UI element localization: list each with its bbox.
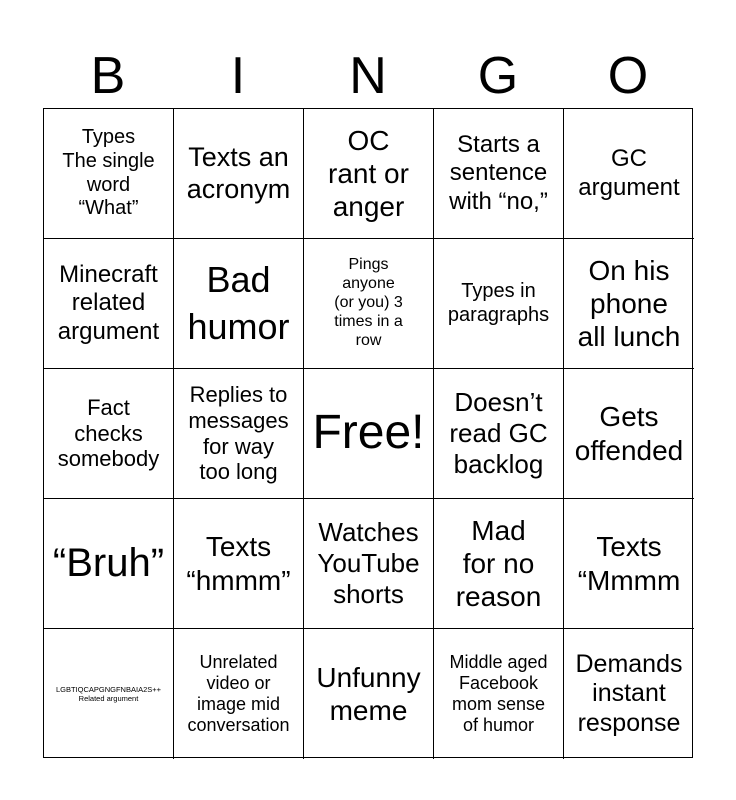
bingo-cell[interactable]: [304, 239, 434, 369]
bingo-cell[interactable]: [434, 629, 564, 759]
bingo-cell[interactable]: [174, 239, 304, 369]
bingo-cell[interactable]: [44, 239, 174, 369]
bingo-cell[interactable]: [44, 629, 174, 759]
bingo-cell[interactable]: [434, 499, 564, 629]
bingo-cell[interactable]: [434, 109, 564, 239]
bingo-cell[interactable]: [434, 239, 564, 369]
bingo-cell-text: Texts “hmmm”: [186, 531, 291, 596]
bingo-cell-text: Starts a sentence with “no,”: [449, 131, 548, 215]
bingo-cell[interactable]: [44, 369, 174, 499]
header-letter-o: O: [607, 47, 649, 105]
bingo-cell-text: Unfunny meme: [316, 661, 421, 726]
bingo-cell-text: Texts an acronym: [186, 141, 291, 204]
header-letter-i: I: [230, 47, 246, 105]
bingo-cell-text: Types The single word “What”: [62, 126, 155, 220]
bingo-cell[interactable]: [564, 629, 694, 759]
bingo-cell-text: Texts “Mmmm: [577, 531, 681, 596]
bingo-cell[interactable]: [44, 109, 174, 239]
bingo-cell-text: Pings anyone (or you) 3 times in a row: [334, 256, 403, 349]
bingo-cell[interactable]: [174, 369, 304, 499]
bingo-cell-text: Bad humor: [187, 258, 290, 347]
bingo-cell-text: Gets offended: [574, 401, 684, 466]
bingo-cell[interactable]: [564, 499, 694, 629]
bingo-cell-text: Demands instant response: [575, 649, 683, 737]
bingo-cell-text: GC argument: [578, 145, 680, 201]
header-letter-n: N: [349, 47, 387, 105]
bingo-cell-text: LGBTIQCAPGNGFNBAIA2S++ Related argument: [55, 685, 162, 703]
bingo-cell-text: On his phone all lunch: [577, 254, 681, 353]
bingo-cell[interactable]: [564, 109, 694, 239]
bingo-header: [43, 44, 693, 108]
bingo-cell[interactable]: [174, 629, 304, 759]
bingo-cell[interactable]: [564, 239, 694, 369]
bingo-cell[interactable]: [434, 369, 564, 499]
bingo-grid: [43, 108, 693, 758]
bingo-cell[interactable]: [304, 109, 434, 239]
header-letter-b: B: [90, 47, 126, 105]
bingo-cell-text: Minecraft related argument: [57, 261, 160, 345]
bingo-cell-text: Unrelated video or image mid conversation: [187, 651, 290, 736]
bingo-cell-text: Free!: [312, 406, 425, 460]
bingo-cell-text: Watches YouTube shorts: [317, 517, 420, 609]
bingo-cell-text: Replies to messages for way too long: [188, 381, 289, 485]
bingo-cell[interactable]: [304, 499, 434, 629]
free-space-cell[interactable]: [304, 369, 434, 499]
bingo-cell[interactable]: [564, 369, 694, 499]
bingo-cell-text: “Bruh”: [52, 540, 165, 585]
bingo-cell-text: Mad for no reason: [455, 514, 542, 613]
bingo-cell-text: Doesn’t read GC backlog: [449, 387, 548, 479]
bingo-cell-text: Middle aged Facebook mom sense of humor: [449, 651, 548, 736]
bingo-cell[interactable]: [174, 109, 304, 239]
bingo-cell-text: OC rant or anger: [328, 124, 409, 223]
bingo-cell[interactable]: [174, 499, 304, 629]
bingo-cell[interactable]: [44, 499, 174, 629]
header-letter-g: G: [477, 47, 519, 105]
bingo-cell-text: Fact checks somebody: [57, 394, 160, 472]
bingo-cell[interactable]: [304, 629, 434, 759]
bingo-cell-text: Types in paragraphs: [447, 279, 550, 326]
